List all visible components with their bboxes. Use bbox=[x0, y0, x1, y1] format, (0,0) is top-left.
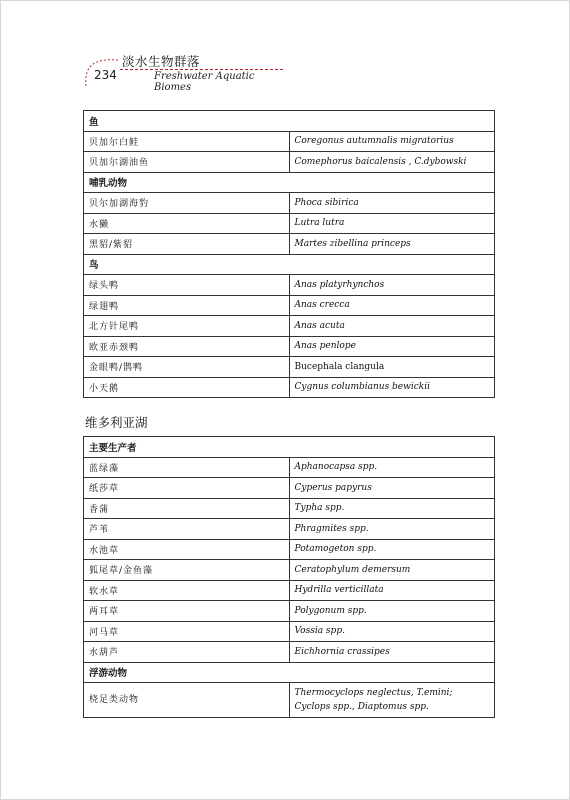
table-row bbox=[84, 316, 495, 337]
scientific-name: Aphanocapsa spp. bbox=[289, 457, 495, 478]
common-name: 贝加尔湖油鱼 bbox=[84, 152, 290, 173]
common-name: 河马草 bbox=[84, 621, 290, 642]
scientific-name: Vossia spp. bbox=[289, 621, 495, 642]
scientific-name: Ceratophylum demersum bbox=[289, 560, 495, 581]
table-row bbox=[84, 519, 495, 540]
category-row bbox=[84, 437, 495, 458]
scientific-name: Martes zibellina princeps bbox=[289, 234, 495, 255]
common-name: 金眼鸭/鹊鸭 bbox=[84, 357, 290, 378]
scientific-name: Comephorus baicalensis , C.dybowski bbox=[289, 152, 495, 173]
scientific-name: Anas crecca bbox=[289, 295, 495, 316]
category-row bbox=[84, 254, 495, 275]
table-row bbox=[84, 131, 495, 152]
common-name: 小天鹅 bbox=[84, 377, 290, 398]
header-title-en: Freshwater Aquatic Biomes bbox=[154, 71, 255, 93]
common-name: 欧亚赤颈鸭 bbox=[84, 336, 290, 357]
common-name: 水葫芦 bbox=[84, 642, 290, 663]
table-row bbox=[84, 152, 495, 173]
common-name: 狐尾草/金鱼藻 bbox=[84, 560, 290, 581]
scientific-name: Thermocyclops neglectus, T.emini; Cyclops spp., Diaptomus spp. bbox=[289, 683, 495, 718]
scientific-name: Potamogeton spp. bbox=[289, 539, 495, 560]
scientific-name: Anas acuta bbox=[289, 316, 495, 337]
table-row bbox=[84, 580, 495, 601]
scientific-name: Typha spp. bbox=[289, 498, 495, 519]
scientific-name: Phragmites spp. bbox=[289, 519, 495, 540]
scientific-name: Eichhornia crassipes bbox=[289, 642, 495, 663]
table-row bbox=[84, 478, 495, 499]
table-row bbox=[84, 642, 495, 663]
common-name: 水池草 bbox=[84, 539, 290, 560]
category-row bbox=[84, 662, 495, 683]
scientific-name: Anas penlope bbox=[289, 336, 495, 357]
scientific-name: Bucephala clangula bbox=[289, 357, 495, 378]
scientific-name: Anas platyrhynchos bbox=[289, 275, 495, 296]
common-name: 纸莎草 bbox=[84, 478, 290, 499]
section-title-victoria: 维多利亚湖 bbox=[85, 415, 148, 430]
category-row bbox=[84, 172, 495, 193]
common-name: 香蒲 bbox=[84, 498, 290, 519]
table-row bbox=[84, 457, 495, 478]
table-row bbox=[84, 601, 495, 622]
table-row bbox=[84, 234, 495, 255]
table-row bbox=[84, 377, 495, 398]
category-label: 浮游动物 bbox=[84, 662, 495, 683]
scientific-name: Phoca sibirica bbox=[289, 193, 495, 214]
table-row bbox=[84, 275, 495, 296]
common-name: 软水草 bbox=[84, 580, 290, 601]
category-label: 主要生产者 bbox=[84, 437, 495, 458]
table-row bbox=[84, 560, 495, 581]
header-divider bbox=[120, 69, 283, 70]
table-row bbox=[84, 498, 495, 519]
table-row bbox=[84, 295, 495, 316]
common-name: 贝尔加湖海豹 bbox=[84, 193, 290, 214]
common-name: 芦苇 bbox=[84, 519, 290, 540]
scientific-name: Hydrilla verticillata bbox=[289, 580, 495, 601]
species-table-baikal bbox=[83, 110, 495, 398]
table-row bbox=[84, 539, 495, 560]
table-row bbox=[84, 683, 495, 718]
common-name: 绿头鸭 bbox=[84, 275, 290, 296]
category-label: 鸟 bbox=[84, 254, 495, 275]
species-table-victoria bbox=[83, 436, 495, 718]
category-label: 哺乳动物 bbox=[84, 172, 495, 193]
scientific-name: Cyperus papyrus bbox=[289, 478, 495, 499]
category-row bbox=[84, 111, 495, 132]
common-name: 绿翅鸭 bbox=[84, 295, 290, 316]
common-name: 黑貂/紫貂 bbox=[84, 234, 290, 255]
table-row bbox=[84, 336, 495, 357]
scientific-name: Coregonus autumnalis migratorius bbox=[289, 131, 495, 152]
table-row bbox=[84, 193, 495, 214]
common-name: 桡足类动物 bbox=[84, 683, 290, 718]
page-number: 234 bbox=[94, 68, 117, 82]
scientific-name: Lutra lutra bbox=[289, 213, 495, 234]
common-name: 水獭 bbox=[84, 213, 290, 234]
running-header bbox=[80, 52, 285, 93]
common-name: 两耳草 bbox=[84, 601, 290, 622]
header-title-zh: 淡水生物群落 bbox=[122, 54, 201, 69]
category-label: 鱼 bbox=[84, 111, 495, 132]
table-row bbox=[84, 357, 495, 378]
common-name: 贝加尔白鲑 bbox=[84, 131, 290, 152]
table-row bbox=[84, 213, 495, 234]
common-name: 蓝绿藻 bbox=[84, 457, 290, 478]
table-row bbox=[84, 621, 495, 642]
scientific-name: Cygnus columbianus bewickii bbox=[289, 377, 495, 398]
common-name: 北方针尾鸭 bbox=[84, 316, 290, 337]
scientific-name: Polygonum spp. bbox=[289, 601, 495, 622]
